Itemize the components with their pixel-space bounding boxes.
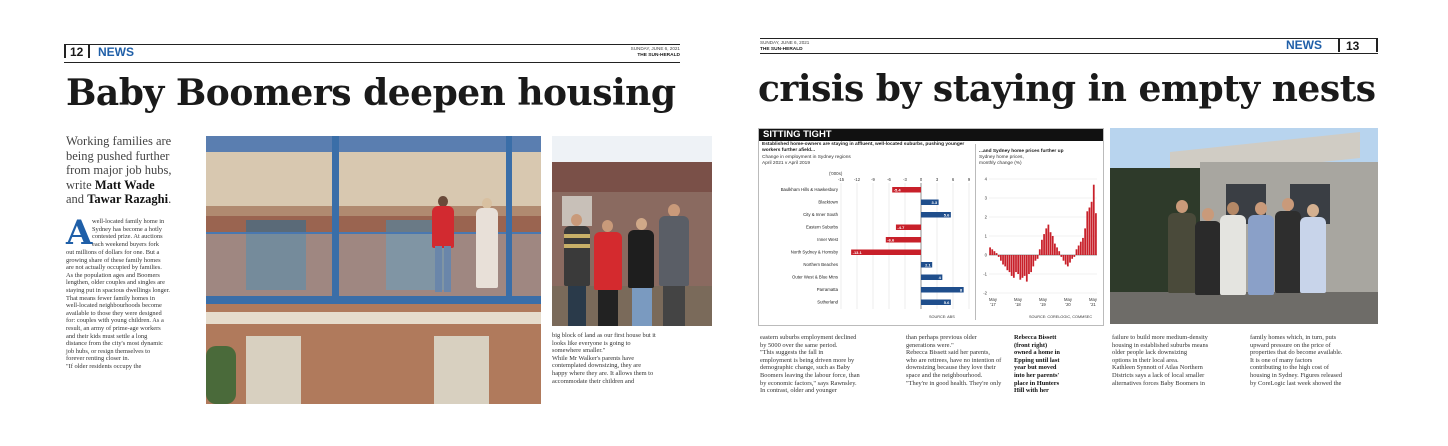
price-bar: [1045, 228, 1047, 255]
y-tick-label: 2: [984, 214, 987, 220]
price-bar: [1006, 255, 1008, 270]
article-body-intro: well-located family home in Sydney has become a hotly contested prize. At auctions each weekend buyers fork: [92, 218, 165, 248]
category-label: Parramatta: [816, 287, 838, 292]
price-bar: [1073, 255, 1075, 257]
x-tick-label: '19: [1040, 302, 1046, 307]
masthead: THE SUN-HERALD: [760, 47, 803, 52]
price-bar: [1022, 255, 1024, 278]
price-bar: [1067, 255, 1069, 266]
author-name: Matt Wade: [94, 177, 155, 192]
y-tick-label: 3: [984, 195, 987, 201]
dateline: SUNDAY, JUNE 6, 2021: [760, 40, 810, 45]
price-bar: [1091, 202, 1093, 255]
y-tick-label: 0: [984, 252, 987, 258]
drop-cap: A: [66, 213, 93, 253]
data-label: 2.1: [925, 262, 931, 268]
article-body-col4: failure to build more medium-density housing in established suburbs means older people lack downsizing options in their local area. Kathleen Synnott of Atlas Northern Districts says a lack of local smaller alternatives forces Baby Boomers in: [1112, 334, 1209, 387]
left-chart-heading: Change in employment in Sydney regions: [762, 155, 851, 160]
balcony-photo: [206, 136, 541, 404]
price-bar: [1063, 255, 1065, 261]
category-label: City & Inner South: [803, 212, 838, 217]
price-bar: [1041, 240, 1043, 255]
x-tick-label: May: [1064, 297, 1072, 302]
y-tick-label: 1: [984, 233, 987, 239]
x-tick-label: -3: [903, 177, 907, 182]
headline: Baby Boomers deepen housing: [66, 72, 676, 114]
x-tick-label: -12: [853, 177, 861, 182]
left-source: SOURCE: ABS: [929, 315, 955, 319]
price-bar: [1078, 246, 1080, 256]
category-label: Northern Beaches: [803, 262, 838, 267]
section-label: NEWS: [98, 45, 134, 59]
price-bar: [1052, 236, 1054, 255]
category-label: Sutherland: [817, 299, 838, 305]
price-bar: [1054, 244, 1056, 255]
price-bar: [1056, 247, 1058, 255]
data-label: 8: [959, 287, 963, 293]
graphic-subtitle: Established home-owners are staying in affluent, well-located suburbs, pushing younger workers further afield...: [762, 142, 965, 153]
data-label: 5.6: [943, 299, 950, 305]
price-bar: [1048, 225, 1050, 255]
data-label: 3.3: [931, 199, 938, 205]
price-bar: [1028, 255, 1030, 274]
sitting-tight-graphic: [758, 128, 1104, 326]
data-label: 5.6: [943, 212, 950, 218]
price-bar: [996, 253, 998, 255]
price-bar: [1058, 251, 1060, 255]
price-bar: [1024, 255, 1026, 276]
price-bar: [1043, 234, 1045, 255]
x-tick-label: 6: [951, 177, 955, 182]
page-number: 13: [1346, 39, 1360, 53]
left-chart-unit: ('000s): [829, 171, 843, 176]
family-photo: [552, 136, 712, 326]
article-body-col1: eastern suburbs employment declined by 5000 over the same period. "This suggests the fall in employment is being driven more by demographic change, such as Baby Boomers leaving the labour force, than by economic factors," says Rawnsley. In contrast, older and younger: [760, 334, 860, 395]
price-bar: [1032, 255, 1034, 266]
left-page: [28, 24, 712, 404]
price-bar: [1065, 255, 1067, 265]
price-bar: [1086, 211, 1088, 255]
category-label: Outer West & Blue Mtns: [791, 274, 838, 280]
price-bar: [991, 249, 993, 255]
price-bar: [1015, 255, 1017, 272]
price-bar: [1089, 208, 1091, 256]
price-bar: [1076, 249, 1078, 255]
group-photo: [1110, 128, 1378, 324]
x-tick-label: -15: [837, 177, 845, 182]
home-price-bar-chart: [977, 171, 1101, 317]
standfirst: Working families are being pushed further from major job hubs, write Matt Wade and Tawar Razaghi.: [66, 134, 172, 207]
right-chart-heading: ...and Sydney home prices further up: [979, 149, 1064, 154]
price-bar: [1071, 255, 1073, 259]
data-label: 4: [938, 274, 941, 280]
data-label: -13.1: [852, 249, 862, 255]
price-bar: [1011, 255, 1013, 276]
x-tick-label: May: [1039, 297, 1047, 302]
y-tick-label: -1: [983, 271, 987, 277]
x-tick-label: '17: [990, 302, 996, 307]
right-source: SOURCE: CORELOGIC, COMMSEC: [1029, 315, 1093, 319]
data-label: -6.6: [887, 237, 895, 243]
masthead: THE SUN-HERALD: [637, 53, 680, 58]
x-tick-label: 9: [967, 177, 971, 182]
data-label: -4.7: [897, 224, 905, 230]
price-bar: [1030, 255, 1032, 272]
category-label: Eastern Suburbs: [805, 224, 838, 230]
x-tick-label: -6: [887, 177, 891, 182]
x-tick-label: 0: [919, 177, 923, 182]
page-number: 12: [70, 45, 84, 59]
price-bar: [1060, 255, 1062, 257]
price-bar: [994, 251, 996, 255]
right-chart-sub2: monthly change (%): [979, 161, 1022, 166]
article-body-col3: big block of land as our first house but it looks like everyone is going to somewhere smaller." While Mr Walker's parents have contemplated downsizing, they are happy where they are. It allows them to accommodate their children and: [552, 332, 656, 385]
article-body-col1: out millions of dollars for one. But a growing share of these family homes are not actually occupied by families. As the population ages and Boomers lengthen, older couples and singles are staying put in spacious dwellings longer. That means fewer family homes in well-located neighbourhoods become available to those they were designed for: couples with young children. As a result, an army of prime-age workers and their kids must settle a long distance from the city's most dynamic job hubs, or resign themselves to forever renting closer in. "If older residents occupy the: [66, 249, 171, 370]
photo-caption: Rebecca Bissett (front right) owned a home in Epping until last year but moved into her parents' place in Hunters Hill with her: [1014, 334, 1060, 395]
price-bar: [1069, 255, 1071, 263]
category-label: North Sydney & Hornsby: [790, 249, 838, 255]
right-page: [724, 18, 1414, 412]
price-bar: [989, 247, 991, 255]
headline: crisis by staying in empty nests: [758, 68, 1376, 110]
price-bar: [1037, 255, 1039, 259]
x-tick-label: May: [1014, 297, 1022, 302]
price-bar: [1002, 255, 1004, 265]
dateline: SUNDAY, JUNE 6, 2021: [630, 46, 680, 51]
x-tick-label: '20: [1065, 302, 1071, 307]
category-label: Inner West: [817, 237, 838, 242]
y-tick-label: 4: [984, 176, 987, 182]
x-tick-label: '18: [1015, 302, 1021, 307]
data-label: -5.4: [893, 187, 901, 193]
price-bar: [1004, 255, 1006, 266]
left-chart-period: April 2021 v April 2019: [762, 161, 810, 166]
article-body-col5: family homes which, in turn, puts upward pressure on the price of properties that do become available. It is one of many factors contributing to the high cost of housing in Sydney. Figures released by CoreLogic last week showed the: [1250, 334, 1343, 387]
y-tick-label: -2: [983, 290, 987, 296]
x-tick-label: 3: [935, 177, 939, 182]
price-bar: [998, 255, 1000, 257]
article-body-col2: than perhaps previous older generations were." Rebecca Bissett said her parents, who are retirees, have no intention of downsizing because they love their space and the neighbourhood. "They're in good health. They're only: [906, 334, 1002, 387]
price-bar: [1009, 255, 1011, 272]
category-label: Baulkham Hills & Hawkesbury: [780, 187, 838, 192]
price-bar: [1080, 242, 1082, 255]
price-bar: [1084, 228, 1086, 255]
price-bar: [1013, 255, 1015, 278]
x-tick-label: -9: [871, 177, 875, 182]
x-tick-label: May: [989, 297, 997, 302]
section-label: NEWS: [1286, 38, 1322, 52]
price-bar: [1050, 232, 1052, 255]
price-bar: [1093, 185, 1095, 255]
x-tick-label: May: [1089, 297, 1097, 302]
price-bar: [1019, 255, 1021, 280]
x-tick-label: '21: [1090, 302, 1096, 307]
author-name: Tawar Razaghi: [87, 192, 169, 207]
price-bar: [1017, 255, 1019, 274]
price-bar: [1082, 238, 1084, 255]
price-bar: [1039, 249, 1041, 255]
price-bar: [1026, 255, 1028, 282]
right-chart-sub1: Sydney home prices,: [979, 155, 1024, 160]
price-bar: [1095, 213, 1097, 255]
graphic-title: SITTING TIGHT: [759, 129, 1103, 141]
category-label: Blacktown: [818, 199, 838, 205]
price-bar: [1035, 255, 1037, 261]
price-bar: [1000, 255, 1002, 261]
employment-bar-chart: [759, 177, 973, 317]
employment-bar: [921, 287, 964, 293]
